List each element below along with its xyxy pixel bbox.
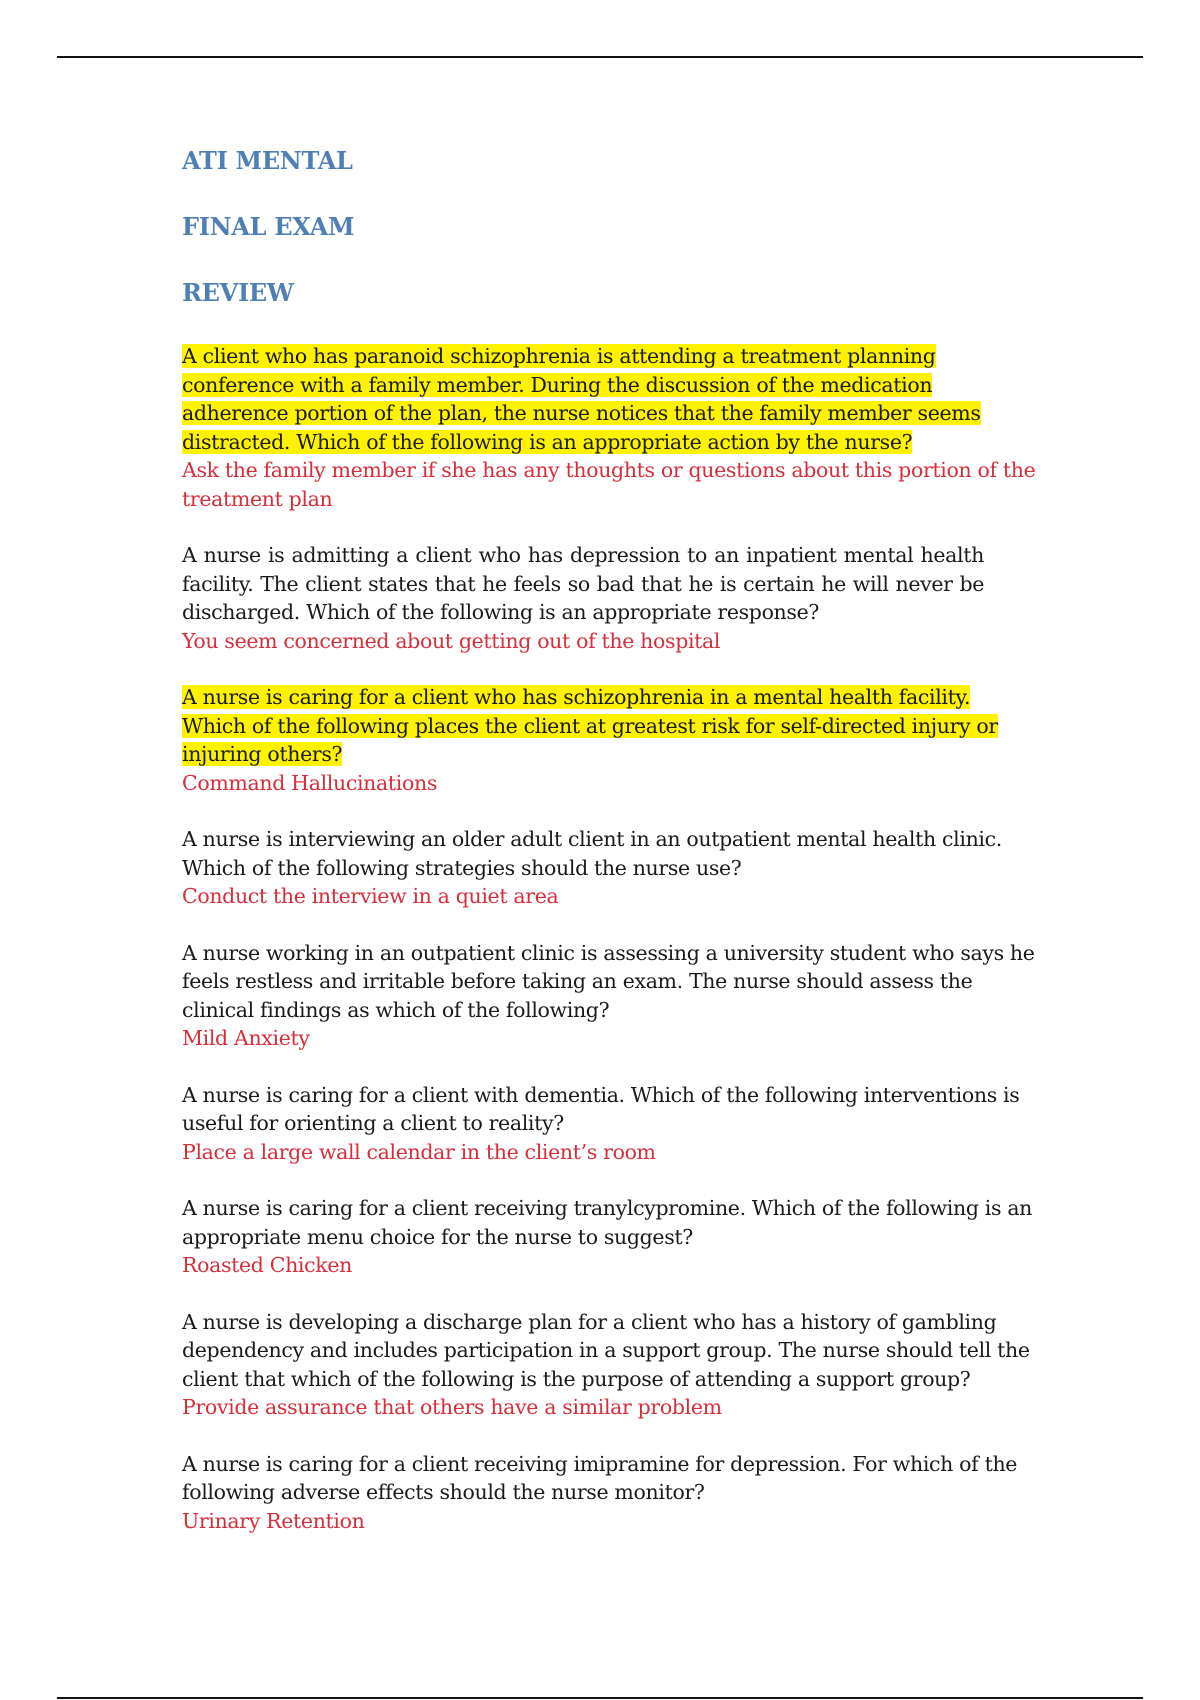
- answer-8: Provide assurance that others have a similar problem: [182, 1395, 722, 1419]
- answer-3: Command Hallucinations: [182, 770, 438, 795]
- question-4: A nurse is interviewing an older adult client in an outpatient mental health clinic. Which of the following strategies should the nurse use?: [182, 827, 1002, 880]
- answer-4: Conduct the interview in a quiet area: [182, 884, 559, 908]
- qa-item-5: [182, 939, 1082, 1053]
- qa-item-9: [182, 1450, 1082, 1536]
- question-7: A nurse is caring for a client receiving tranylcypromine. Which of the following is an appropriate menu choice for the nurse to suggest?: [182, 1196, 1033, 1249]
- qa-item-1: [182, 342, 1082, 513]
- question-2: A nurse is admitting a client who has depression to an inpatient mental health facility. The client states that he feels so bad that he is certain he will never be discharged. Which of the following is an appropriate response?: [182, 543, 984, 624]
- qa-item-3: [182, 683, 1082, 797]
- qa-item-6: [182, 1081, 1082, 1167]
- answer-2: You seem concerned about getting out of the hospital: [182, 628, 721, 653]
- question-9: A nurse is caring for a client receiving imipramine for depression. For which of the following adverse effects should the nurse monitor?: [182, 1451, 1018, 1504]
- question-3: [182, 683, 1027, 769]
- answer-9: Urinary Retention: [182, 1508, 365, 1533]
- bottom-rule: [57, 1697, 1143, 1699]
- qa-item-7: [182, 1194, 1082, 1280]
- question-6: A nurse is caring for a client with dementia. Which of the following interventions is useful for orienting a client to reality?: [182, 1082, 1020, 1135]
- question-1-text: A client who has paranoid schizophrenia is attending a treatment planning conference with a family member. During the discussion of the medication adherence portion of the plan, the nurse notices that the family member seems distracted. Which of the following is an appropriate action by the nurse?: [182, 344, 981, 454]
- qa-item-8: [182, 1308, 1082, 1422]
- answer-1: Ask the family member if she has any thoughts or questions about this portion of the treatment plan: [182, 458, 1036, 511]
- question-5: A nurse working in an outpatient clinic is assessing a university student who says he feels restless and irritable before taking an exam. The nurse should assess the clinical findings as which of the following?: [182, 940, 1035, 1022]
- question-1: [182, 342, 982, 456]
- title-line-1: ATI MENTAL: [182, 146, 353, 175]
- title-line-3: REVIEW: [182, 278, 294, 307]
- question-8: A nurse is developing a discharge plan for a client who has a history of gambling dependency and includes participation in a support group. The nurse should tell the client that which of the following is the purpose of attending a support group?: [182, 1309, 1030, 1391]
- top-rule: [57, 56, 1143, 58]
- qa-item-2: [182, 541, 1082, 655]
- answer-5: Mild Anxiety: [182, 1026, 310, 1050]
- qa-item-4: [182, 825, 1082, 911]
- document-body: [182, 144, 1082, 1563]
- answer-6: Place a large wall calendar in the client’s room: [182, 1139, 656, 1164]
- question-3-text: A nurse is caring for a client who has schizophrenia in a mental health facility. Which of the following places the client at greatest risk for self-directed injury or injuring others?: [182, 685, 998, 766]
- answer-7: Roasted Chicken: [182, 1253, 352, 1277]
- title-line-2: FINAL EXAM: [182, 212, 355, 241]
